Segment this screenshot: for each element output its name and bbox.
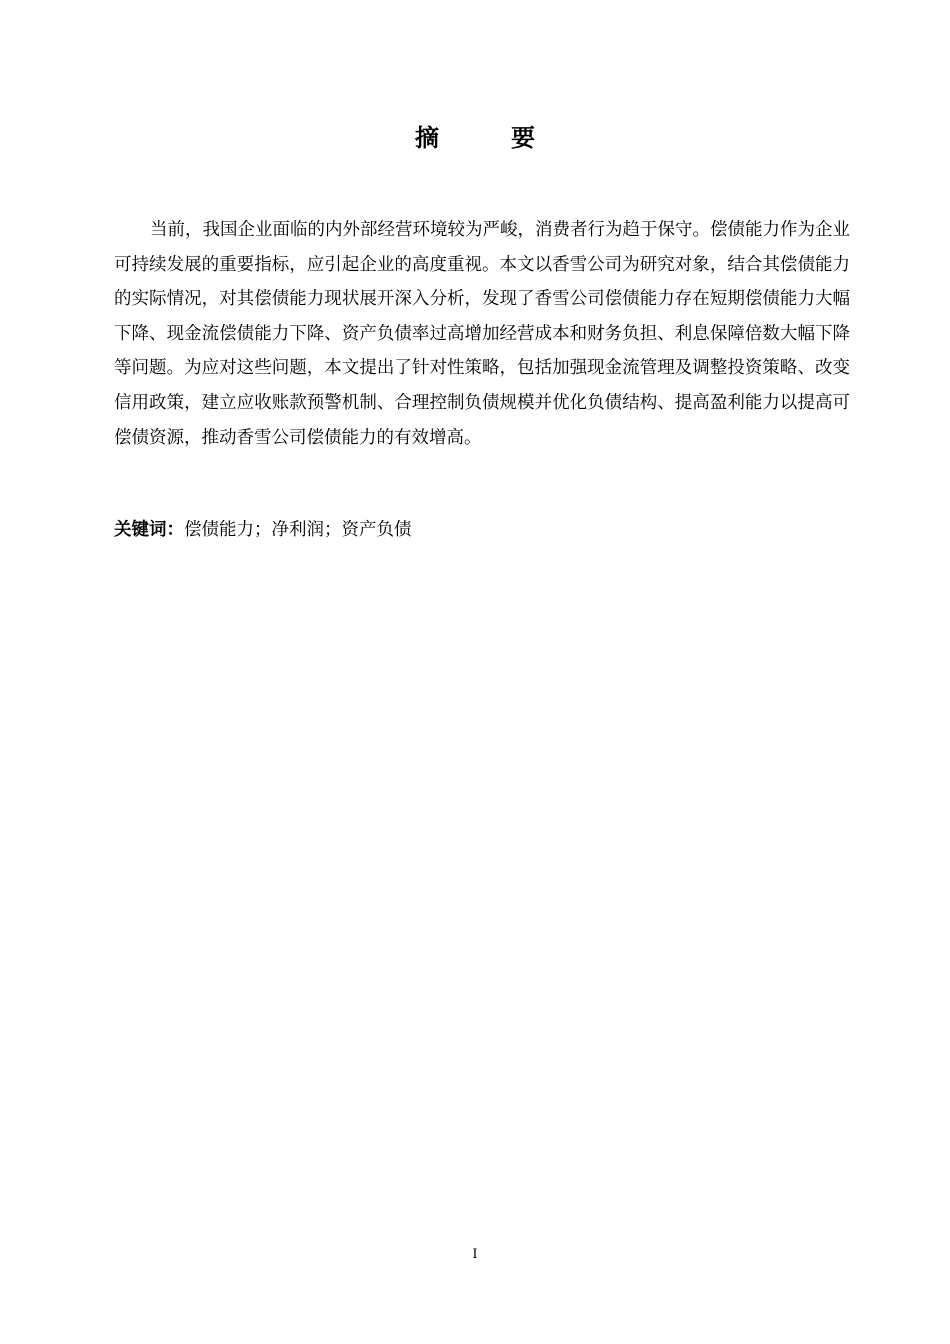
keywords-label: 关键词：	[114, 520, 184, 540]
page-number: I	[472, 1247, 478, 1262]
keywords-value: 偿债能力；净利润；资产负债	[184, 520, 412, 540]
abstract-paragraph: 当前，我国企业面临的内外部经营环境较为严峻，消费者行为趋于保守。偿债能力作为企业可持续发展的重要指标，应引起企业的高度重视。本文以香雪公司为研究对象，结合其偿债能力的实际情况，对其偿债能力现状展开深入分析，发现了香雪公司偿债能力存在短期偿债能力大幅下降、现金流偿债能力下降、资产负债率过高增加经营成本和财务负担、利息保障倍数大幅下降等问题。为应对这些问题，本文提出了针对性策略，包括加强现金流管理及调整投资策略、改变信用政策，建立应收账款预警机制、合理控制负债规模并优化负债结构、提高盈利能力以提高可偿债资源，推动香雪公司偿债能力的有效增高。	[114, 220, 850, 448]
keywords-line	[114, 514, 850, 546]
page-title: 摘 要	[415, 123, 559, 152]
